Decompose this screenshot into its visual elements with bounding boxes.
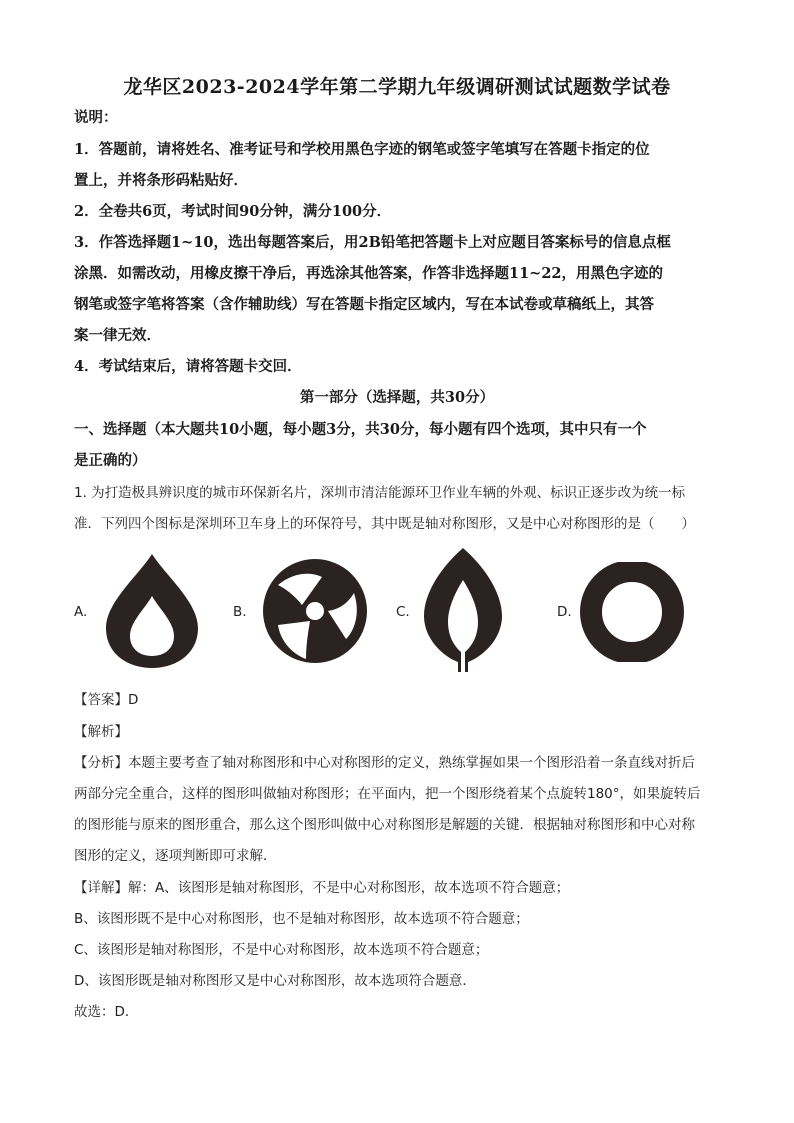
analysis-line: 两部分完全重合，这样的图形叫做轴对称图形；在平面内，把一个图形绕着某个点旋转180°，如果旋转后	[74, 786, 701, 802]
drop-icon	[98, 552, 206, 670]
detail-line: C、该图形是轴对称图形，不是中心对称图形，故本选项不符合题意；	[74, 942, 489, 958]
option-a-label: A.	[74, 604, 88, 620]
answer-label: 【答案】D	[74, 692, 139, 708]
instruction-line: 4．考试结束后，请将答题卡交回．	[74, 358, 302, 375]
section-heading: 一、选择题（本大题共10小题，每小题3分，共30分，每小题有四个选项，其中只有一个	[74, 421, 647, 438]
instruction-line: 涂黑．如需改动，用橡皮擦干净后，再选涂其他答案，作答非选择题11~22，用黑色字迹的	[74, 265, 664, 282]
page-title: 龙华区2023-2024学年第二学期九年级调研测试试题数学试卷	[123, 76, 671, 98]
analysis-line: 的图形能与原来的图形重合，那么这个图形叫做中心对称图形是解题的关键．根据轴对称图形和中心对称	[74, 817, 695, 833]
instruction-line: 置上，并将条形码粘贴好．	[74, 172, 248, 189]
question-text: 1. 为打造极具辨识度的城市环保新名片，深圳市清洁能源环卫作业车辆的外观、标识正逐步改为统一标	[74, 485, 686, 501]
analysis-line: 【分析】本题主要考查了轴对称图形和中心对称图形的定义，熟练掌握如果一个图形沿着一条直线对折后	[74, 755, 695, 771]
leaf-icon	[420, 546, 506, 674]
analysis-header: 【解析】	[74, 724, 128, 740]
option-b-label: B.	[233, 604, 247, 620]
instruction-line: 案一律无效．	[74, 327, 161, 344]
detail-line: 故选：D．	[74, 1004, 139, 1020]
detail-line: D、该图形既是轴对称图形又是中心对称图形，故本选项符合题意．	[74, 973, 476, 989]
detail-line: 【详解】解：A、该图形是轴对称图形，不是中心对称图形，故本选项不符合题意；	[74, 880, 570, 896]
ring-icon	[578, 562, 686, 662]
question-text: 准．下列四个图标是深圳环卫车身上的环保符号，其中既是轴对称图形，又是中心对称图形的是（ ）	[74, 516, 695, 532]
option-c-label: C.	[396, 604, 410, 620]
section-heading: 是正确的）	[74, 452, 147, 469]
detail-line: B、该图形既不是中心对称图形，也不是轴对称图形，故本选项不符合题意；	[74, 911, 529, 927]
triskelion-circle-icon	[258, 555, 372, 665]
option-d-label: D.	[557, 604, 572, 620]
part-title: 第一部分（选择题，共30分）	[299, 389, 495, 406]
instruction-line: 1．答题前，请将姓名、准考证号和学校用黑色字迹的钢笔或签字笔填写在答题卡指定的位	[74, 141, 650, 158]
analysis-line: 图形的定义，逐项判断即可求解．	[74, 848, 277, 864]
instruction-line: 3．作答选择题1~10，选出每题答案后，用2B铅笔把答题卡上对应题目答案标号的信息点框	[74, 234, 671, 251]
instructions-header: 说明：	[74, 109, 118, 126]
instruction-line: 钢笔或签字笔将答案（含作辅助线）写在答题卡指定区域内，写在本试卷或草稿纸上，其答	[74, 296, 654, 313]
instruction-line: 2．全卷共6页，考试时间90分钟，满分100分．	[74, 203, 392, 220]
